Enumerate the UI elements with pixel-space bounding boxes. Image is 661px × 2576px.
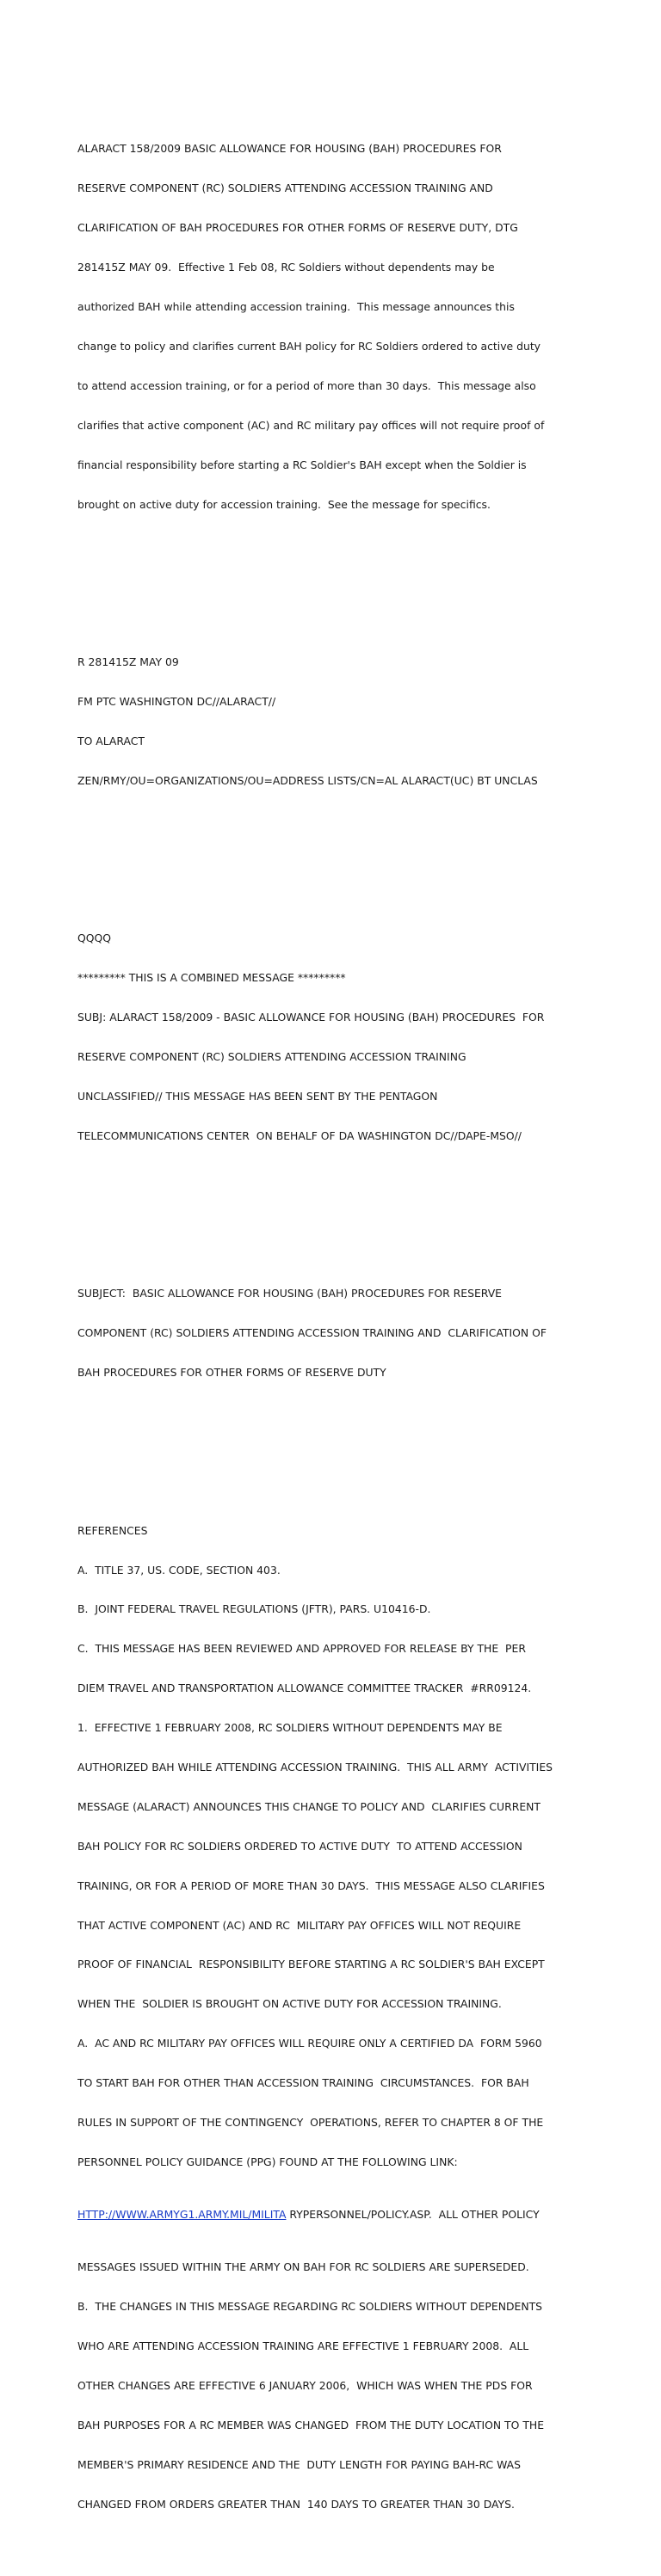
body-line: WHEN THE SOLDIER IS BROUGHT ON ACTIVE DUTY FOR ACCESSION TRAINING.	[77, 1997, 502, 2011]
summary-line: authorized BAH while attending accession training. This message announces this	[77, 300, 515, 314]
message-header	[77, 629, 594, 813]
message-body	[77, 77, 594, 2576]
references-and-body	[77, 1497, 594, 2536]
header-line: FM PTC WASHINGTON DC//ALARACT//	[77, 694, 276, 708]
body-line: THAT ACTIVE COMPONENT (AC) AND RC MILITARY PAY OFFICES WILL NOT REQUIRE	[77, 1918, 522, 1932]
body-line: TRAINING, OR FOR A PERIOD OF MORE THAN 30 DAYS. THIS MESSAGE ALSO CLARIFIES	[77, 1878, 545, 1892]
subject-line: SUBJECT: BASIC ALLOWANCE FOR HOUSING (BAH) PROCEDURES FOR RESERVE	[77, 1287, 503, 1300]
subject-line: BAH PROCEDURES FOR OTHER FORMS OF RESERVE DUTY	[77, 1366, 386, 1380]
body-line: B. THE CHANGES IN THIS MESSAGE REGARDING RC SOLDIERS WITHOUT DEPENDENTS	[77, 2300, 543, 2314]
combined-line: SUBJ: ALARACT 158/2009 - BASIC ALLOWANCE FOR HOUSING (BAH) PROCEDURES FOR	[77, 1011, 545, 1024]
subject-line: COMPONENT (RC) SOLDIERS ATTENDING ACCESSION TRAINING AND CLARIFICATION OF	[77, 1326, 547, 1340]
blank-line	[77, 1208, 594, 1221]
link-line	[77, 2208, 594, 2221]
summary-paragraph	[77, 116, 594, 538]
body-line: MEMBER'S PRIMARY RESIDENCE AND THE DUTY LENGTH FOR PAYING BAH-RC WAS	[77, 2457, 522, 2471]
body-line: 1. EFFECTIVE 1 FEBRUARY 2008, RC SOLDIERS WITHOUT DEPENDENTS MAY BE	[77, 1721, 503, 1735]
combined-line: TELECOMMUNICATIONS CENTER ON BEHALF OF DA WASHINGTON DC//DAPE-MSO//	[77, 1128, 522, 1142]
combined-line: ********* THIS IS A COMBINED MESSAGE *********	[77, 971, 346, 985]
summary-line: ALARACT 158/2009 BASIC ALLOWANCE FOR HOUSING (BAH) PROCEDURES FOR	[77, 142, 502, 156]
summary-line: brought on active duty for accession training. See the message for specifics.	[77, 497, 491, 511]
combined-line: RESERVE COMPONENT (RC) SOLDIERS ATTENDING ACCESSION TRAINING	[77, 1049, 466, 1063]
body-line: DIEM TRAVEL AND TRANSPORTATION ALLOWANCE COMMITTEE TRACKER #RR09124.	[77, 1681, 532, 1695]
subject-block	[77, 1261, 594, 1405]
body-line: BAH PURPOSES FOR A RC MEMBER WAS CHANGED FROM THE DUTY LOCATION TO THE	[77, 2418, 545, 2432]
body-line: A. TITLE 37, US. CODE, SECTION 403.	[77, 1563, 281, 1577]
body-line: OTHER CHANGES ARE EFFECTIVE 6 JANUARY 2006, WHICH WAS WHEN THE PDS FOR	[77, 2378, 533, 2392]
body-line: MESSAGE (ALARACT) ANNOUNCES THIS CHANGE TO POLICY AND CLARIFIES CURRENT	[77, 1799, 541, 1813]
body-line: TO START BAH FOR OTHER THAN ACCESSION TRAINING CIRCUMSTANCES. FOR BAH	[77, 2076, 529, 2090]
body-line: MESSAGES ISSUED WITHIN THE ARMY ON BAH FOR RC SOLDIERS ARE SUPERSEDED.	[77, 2260, 529, 2274]
body-line: B. JOINT FEDERAL TRAVEL REGULATIONS (JFTR), PARS. U10416-D.	[77, 1602, 431, 1616]
summary-line: clarifies that active component (AC) and RC military pay offices will not require proof of	[77, 418, 545, 432]
header-line: ZEN/RMY/OU=ORGANIZATIONS/OU=ADDRESS LISTS/CN=AL ALARACT(UC) BT UNCLAS	[77, 773, 538, 787]
summary-line: change to policy and clarifies current BAH policy for RC Soldiers ordered to active duty	[77, 339, 541, 353]
body-line: C. THIS MESSAGE HAS BEEN REVIEWED AND APPROVED FOR RELEASE BY THE PER	[77, 1642, 526, 1656]
summary-line: CLARIFICATION OF BAH PROCEDURES FOR OTHER FORMS OF RESERVE DUTY, DTG	[77, 221, 518, 235]
summary-line: financial responsibility before starting a RC Soldier's BAH except when the Soldier is	[77, 458, 527, 471]
combined-message-block	[77, 906, 594, 1169]
body-line: RULES IN SUPPORT OF THE CONTINGENCY OPERATIONS, REFER TO CHAPTER 8 OF THE	[77, 2116, 544, 2130]
blank-line	[77, 853, 594, 866]
policy-link[interactable]: HTTP://WWW.ARMYG1.ARMY.MIL/MILITA	[77, 2208, 287, 2222]
body-line: REFERENCES	[77, 1523, 148, 1537]
header-line: R 281415Z MAY 09	[77, 655, 179, 669]
body-line: PERSONNEL POLICY GUIDANCE (PPG) FOUND AT THE FOLLOWING LINK:	[77, 2155, 458, 2168]
blank-line	[77, 1445, 594, 1458]
header-line: TO ALARACT	[77, 734, 145, 747]
body-line: BAH POLICY FOR RC SOLDIERS ORDERED TO ACTIVE DUTY TO ATTEND ACCESSION	[77, 1839, 522, 1853]
summary-line: 281415Z MAY 09. Effective 1 Feb 08, RC Soldiers without dependents may be	[77, 261, 495, 274]
body-line: A. AC AND RC MILITARY PAY OFFICES WILL REQUIRE ONLY A CERTIFIED DA FORM 5960	[77, 2037, 542, 2050]
combined-line: QQQQ	[77, 931, 112, 945]
body-line: CHANGED FROM ORDERS GREATER THAN 140 DAYS TO GREATER THAN 30 DAYS.	[77, 2497, 515, 2511]
body-line: AUTHORIZED BAH WHILE ATTENDING ACCESSION TRAINING. THIS ALL ARMY ACTIVITIES	[77, 1761, 553, 1774]
blank-line	[77, 576, 594, 589]
body-line: WHO ARE ATTENDING ACCESSION TRAINING ARE EFFECTIVE 1 FEBRUARY 2008. ALL	[77, 2339, 529, 2353]
body-line: PROOF OF FINANCIAL RESPONSIBILITY BEFORE STARTING A RC SOLDIER'S BAH EXCEPT	[77, 1958, 545, 1971]
summary-line: to attend accession training, or for a period of more than 30 days. This message also	[77, 378, 536, 392]
combined-line: UNCLASSIFIED// THIS MESSAGE HAS BEEN SENT BY THE PENTAGON	[77, 1089, 438, 1103]
link-line-trailing-text: RYPERSONNEL/POLICY.ASP. ALL OTHER POLICY	[286, 2208, 540, 2222]
summary-line: RESERVE COMPONENT (RC) SOLDIERS ATTENDING ACCESSION TRAINING AND	[77, 181, 493, 195]
